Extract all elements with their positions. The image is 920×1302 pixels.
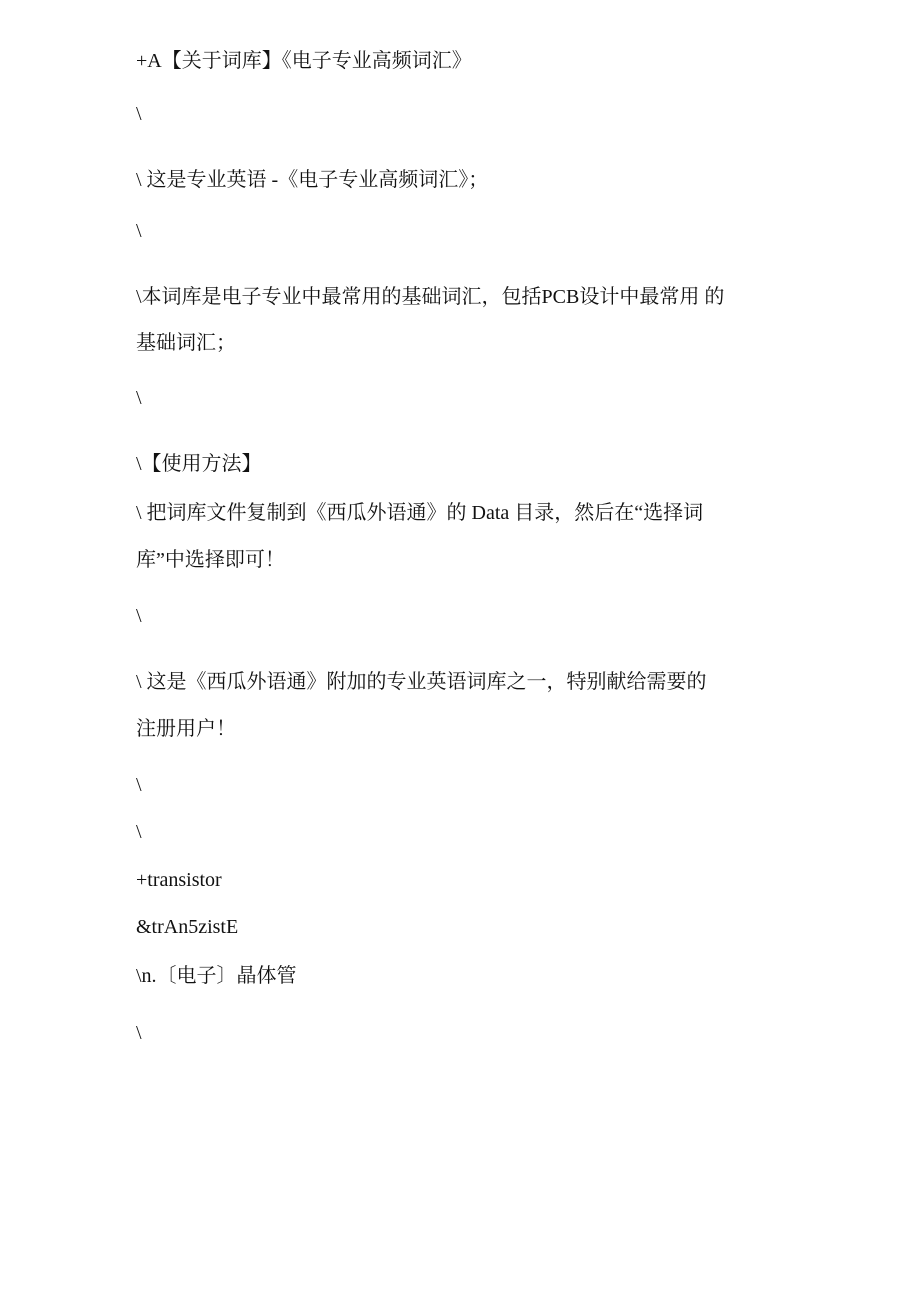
description-line: \本词库是电子专业中最常用的基础词汇，包括PCB设计中最常用 的 (136, 286, 725, 308)
separator-line: \ (136, 103, 142, 125)
note-line: \ 这是《西瓜外语通》附加的专业英语词库之一，特别献给需要的 (136, 671, 707, 693)
entry-word: +transistor (136, 869, 222, 891)
usage-instruction-line: \ 把词库文件复制到《西瓜外语通》的 Data 目录，然后在“选择词 (136, 502, 704, 524)
separator-line: \ (136, 774, 142, 796)
separator-line: \ (136, 1022, 142, 1044)
intro-line: \ 这是专业英语 -《电子专业高频词汇》； (136, 169, 489, 191)
entry-definition: \n.〔电子〕晶体管 (136, 965, 297, 987)
note-line: 注册用户！ (136, 718, 236, 740)
entry-phonetic: &trAn5zistE (136, 916, 239, 938)
separator-line: \ (136, 220, 142, 242)
separator-line: \ (136, 821, 142, 843)
usage-instruction-line: 库”中选择即可！ (136, 549, 285, 571)
dictionary-title-line: +A【关于词库】《电子专业高频词汇》 (136, 50, 472, 72)
usage-heading: \【使用方法】 (136, 453, 262, 475)
description-line: 基础词汇； (136, 332, 236, 354)
separator-line: \ (136, 605, 142, 627)
separator-line: \ (136, 387, 142, 409)
